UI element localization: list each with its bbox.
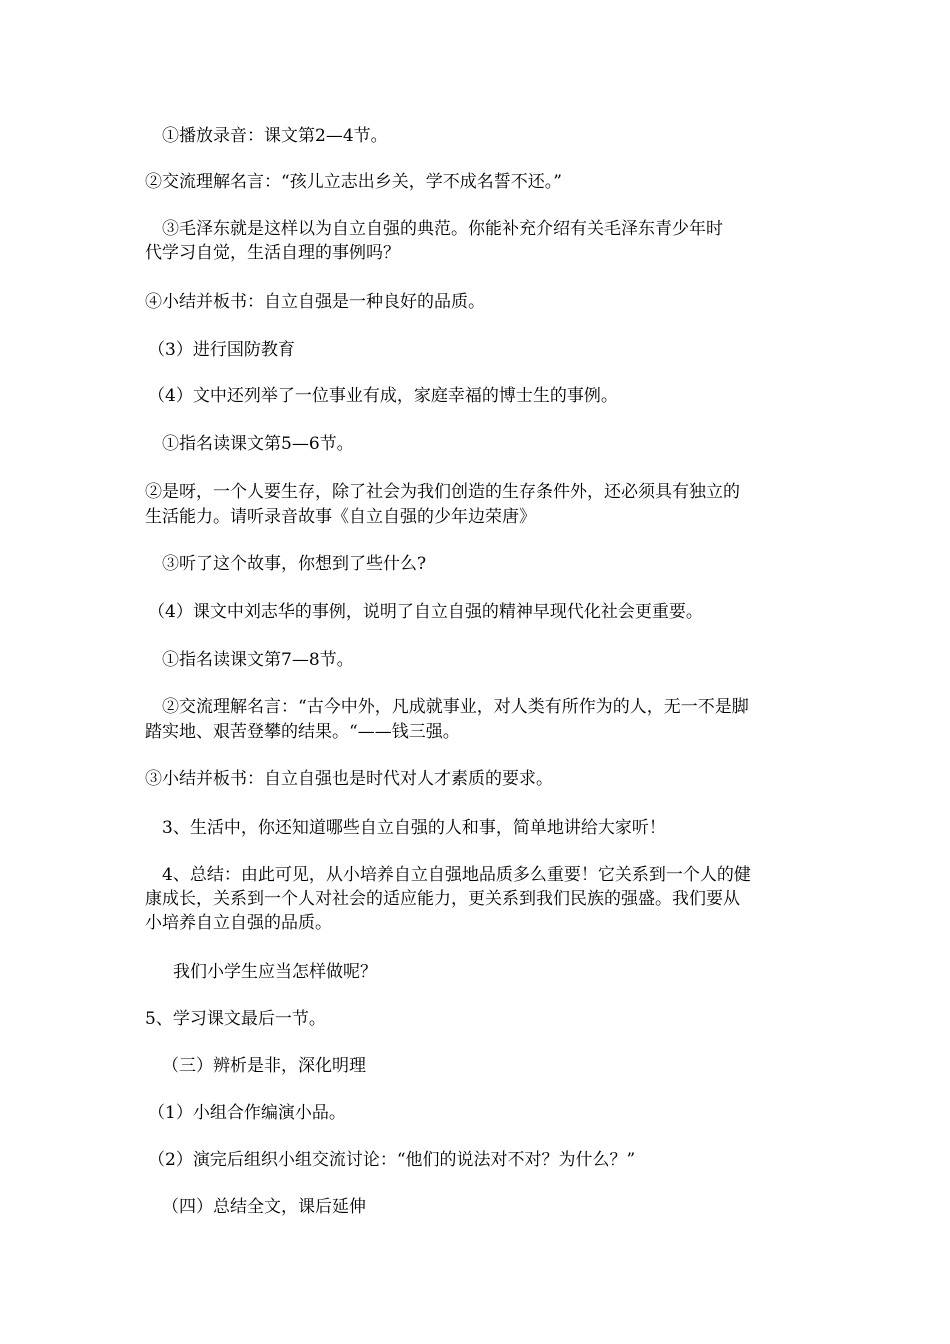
paragraph-line: （三）辨析是非，深化明理 xyxy=(162,1056,366,1076)
paragraph-line: 3、生活中，你还知道哪些自立自强的人和事，简单地讲给大家听！ xyxy=(162,818,666,838)
paragraph-line: （2）演完后组织小组交流讨论：“他们的说法对不对？为什么？” xyxy=(148,1150,636,1170)
paragraph-line: （4）课文中刘志华的事例，说明了自立自强的精神早现代化社会更重要。 xyxy=(148,602,703,622)
paragraph-line: 我们小学生应当怎样做呢？ xyxy=(173,962,377,982)
paragraph-line: ③小结并板书：自立自强也是时代对人才素质的要求。 xyxy=(145,769,553,789)
paragraph-line: 生活能力。请听录音故事《自立自强的少年边荣唐》 xyxy=(145,507,536,527)
paragraph-line: 小培养自立自强的品质。 xyxy=(145,913,332,933)
paragraph-line: 踏实地、艰苦登攀的结果。“——钱三强。 xyxy=(145,722,460,742)
paragraph-line: ④小结并板书：自立自强是一种良好的品质。 xyxy=(145,292,485,312)
paragraph-line: （1）小组合作编演小品。 xyxy=(148,1103,346,1123)
paragraph-line: 康成长，关系到一个人对社会的适应能力，更关系到我们民族的强盛。我们要从 xyxy=(145,889,740,909)
paragraph-line: ①指名读课文第7—8节。 xyxy=(162,650,354,670)
paragraph-line: ③毛泽东就是这样以为自立自强的典范。你能补充介绍有关毛泽东青少年时 xyxy=(162,219,723,239)
paragraph-line: 代学习自觉，生活自理的事例吗？ xyxy=(145,243,400,263)
paragraph-line: （3）进行国防教育 xyxy=(148,340,295,360)
paragraph-line: ②是呀，一个人要生存，除了社会为我们创造的生存条件外，还必须具有独立的 xyxy=(145,482,740,502)
paragraph-line: ③听了这个故事，你想到了些什么? xyxy=(162,554,427,574)
paragraph-line: （4）文中还列举了一位事业有成，家庭幸福的博士生的事例。 xyxy=(148,386,618,406)
paragraph-line: ②交流理解名言：“孩儿立志出乡关，学不成名誓不还。” xyxy=(145,172,562,192)
paragraph-line: ①指名读课文第5—6节。 xyxy=(162,434,354,454)
paragraph-line: ①播放录音：课文第2—4节。 xyxy=(162,126,388,146)
paragraph-line: （四）总结全文，课后延伸 xyxy=(162,1197,366,1217)
paragraph-line: 4、总结：由此可见，从小培养自立自强地品质多么重要！它关系到一个人的健 xyxy=(162,865,751,885)
paragraph-line: ②交流理解名言：“古今中外，凡成就事业，对人类有所作为的人，无一不是脚 xyxy=(162,697,749,717)
paragraph-line: 5、学习课文最后一节。 xyxy=(145,1009,326,1029)
